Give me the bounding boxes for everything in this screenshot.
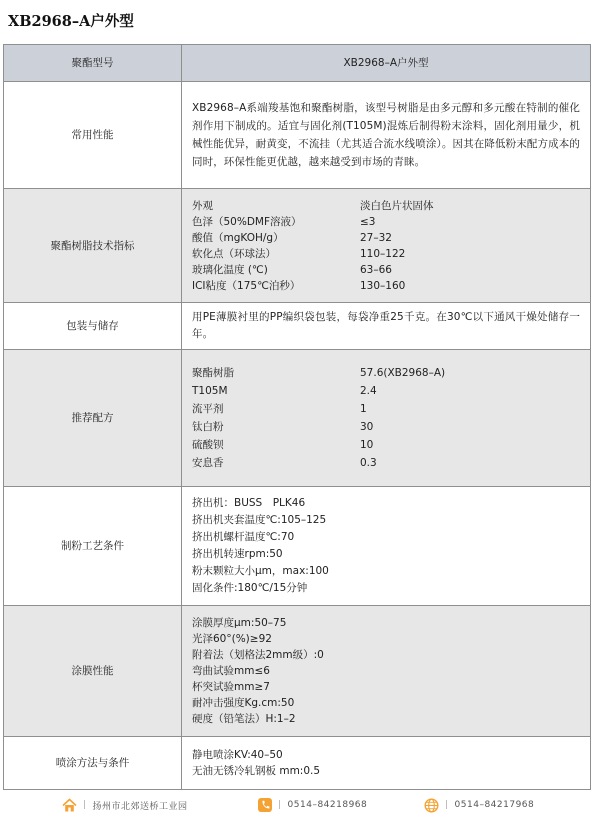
list-item: 无油无锈冷轧钢板 mm:0.5 — [192, 765, 321, 777]
list-item: 静电喷涂KV:40–50 — [192, 749, 283, 761]
list-item: 挤出机转速rpm:50 — [192, 548, 283, 560]
specs-label: 聚酯树脂技术指标 — [4, 189, 182, 303]
phone-icon — [258, 798, 272, 812]
phone-text: 0514–84218968 — [287, 800, 368, 810]
header-value: XB2968–A户外型 — [182, 45, 591, 82]
list-item: 附着法（划格法2mm级）:0 — [192, 649, 324, 661]
address-text: 扬州市北郊送桥工业园 — [92, 801, 188, 812]
specs-row — [4, 189, 591, 303]
footer-fax: | 0514–84217968 — [424, 796, 534, 814]
list-item: 挤出机夹套温度℃:105–125 — [192, 514, 327, 526]
list-item: 光泽60°(%)≥92 — [192, 633, 272, 645]
list-item: 软化点（环球法） 110–122 — [192, 247, 406, 260]
list-item: 外观 淡白色片状固体 — [192, 199, 434, 212]
packaging-label: 包装与储存 — [4, 303, 182, 350]
formula-label: 推荐配方 — [4, 350, 182, 487]
list-item: 固化条件:180℃/15分钟 — [192, 582, 308, 594]
list-item: 挤出机：BUSS PLK46 — [192, 497, 306, 509]
list-item: 聚酯树脂 57.6(XB2968–A) — [192, 367, 446, 379]
list-item: 玻璃化温度 (℃) 63–66 — [192, 263, 392, 276]
spray-label: 喷涂方法与条件 — [4, 737, 182, 790]
list-item: 涂膜厚度μm:50–75 — [192, 617, 287, 629]
list-item: 流平剂 1 — [192, 403, 367, 415]
list-item: 杯突试验mm≥7 — [192, 681, 270, 693]
list-item: 安息香 0.3 — [192, 457, 377, 469]
film-row — [4, 606, 591, 737]
header-label: 聚酯型号 — [4, 45, 182, 82]
formula-row — [4, 350, 591, 487]
list-item: 硫酸钡 10 — [192, 439, 374, 451]
process-row — [4, 487, 591, 606]
usage-row — [4, 82, 591, 189]
footer — [0, 796, 594, 814]
fax-text: 0514–84217968 — [454, 800, 535, 810]
list-item: T105M 2.4 — [192, 385, 377, 397]
footer-address: | 扬州市北郊送桥工业园 — [62, 796, 188, 814]
list-item: 粉末颗粒大小μm，max:100 — [192, 565, 329, 577]
list-item: 酸值（mgKOH/g） 27–32 — [192, 231, 392, 244]
page-title: XB2968–A户外型 — [8, 13, 134, 30]
spec-table — [3, 44, 591, 790]
formula-list — [192, 364, 580, 472]
list-item: 硬度（铅笔法）H:1–2 — [192, 713, 296, 725]
list-item: ICI粘度（175℃泊秒） 130–160 — [192, 279, 406, 292]
packaging-row — [4, 303, 591, 350]
list-item: 弯曲试验mm≤6 — [192, 665, 270, 677]
globe-icon — [424, 798, 439, 813]
footer-phone: | 0514–84218968 — [258, 796, 367, 814]
list-item: 钛白粉 30 — [192, 421, 374, 433]
process-label: 制粉工艺条件 — [4, 487, 182, 606]
list-item: 色泽（50%DMF溶液） ≤3 — [192, 215, 376, 228]
list-item: 挤出机螺杆温度℃:70 — [192, 531, 295, 543]
list-item: 耐冲击强度Kg.cm:50 — [192, 697, 295, 709]
packaging-text: 用PE薄膜衬里的PP编织袋包装，每袋净重25千克。在30℃以下通风干燥处储存一年。 — [192, 311, 580, 340]
home-icon — [62, 798, 77, 813]
spray-row — [4, 737, 591, 790]
film-label: 涂膜性能 — [4, 606, 182, 737]
usage-label: 常用性能 — [4, 82, 182, 189]
specs-list — [192, 198, 580, 294]
usage-text: XB2968–A系端羧基饱和聚酯树脂，该型号树脂是由多元醇和多元酸在特制的催化剂作用下制成的。适宜与固化剂(T105M)混炼后制得粉末涂料，固化剂用量少，机械性能优异，耐黄变，不流挂（尤其适合流水线喷涂）。因其在降低粉末配方成本的同时，环保性能更优越，越来越受到市场的青睐。 — [192, 102, 580, 168]
table-header-row — [4, 45, 591, 82]
